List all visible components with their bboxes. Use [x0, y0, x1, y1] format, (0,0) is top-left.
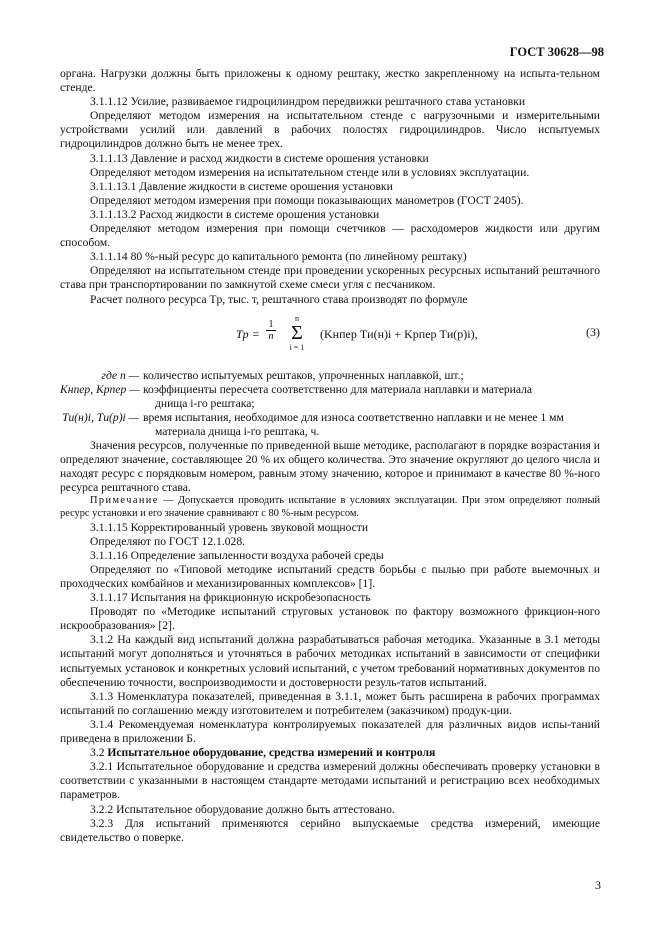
- legend-desc-continuation: днища i-го рештака;: [155, 396, 255, 410]
- paragraph: 3.1.2 На каждый вид испытаний должна разрабатываться рабочая методика. Указанные в 3.1 методы испытаний могут дополняться и уточняться в рабочих методиках испытаний в зависимости от специфики испытуемых установок и конкретных условий испытаний, с учетом требований нормативных документов по обеспечению точности, воспроизводимости и достоверности резуль-татов испытаний.: [60, 633, 600, 689]
- fraction-denominator: n: [266, 330, 276, 342]
- paragraph: Определяют методом измерения на испытательном стенде или в условиях эксплуатации.: [90, 165, 530, 179]
- note-text: — Допускается проводить испытание в условиях эксплуатации. При этом определяют полный ресурс установки и его значение сравнивают с 80 %-ным ресурсом.: [60, 495, 600, 520]
- equation-number: (3): [586, 324, 600, 339]
- formula-lhs: Tр =: [236, 326, 260, 341]
- legend-desc-text: количество испытуемых рештаков, упрочненных наплавкой, шт.;: [143, 368, 464, 382]
- note: [60, 495, 600, 520]
- paragraph: Расчет полного ресурса Tр, тыс. т, рештачного става производят по формуле: [90, 292, 468, 306]
- formula-legend-row: [60, 383, 600, 411]
- formula-legend-row: [60, 369, 600, 383]
- legend-description: [143, 369, 600, 383]
- sigma-symbol: Σ: [291, 321, 303, 344]
- formula-legend-row: [60, 411, 600, 439]
- standard-code-header: ГОСТ 30628—98: [509, 45, 604, 59]
- document-body: [60, 67, 600, 845]
- legend-description: [143, 383, 600, 411]
- section-heading: 3.1.1.13 Давление и расход жидкости в системе орошения установки: [90, 151, 429, 165]
- section-heading: 3.1.1.12 Усилие, развиваемое гидроцилиндром передвижки рештачного става установки: [90, 95, 526, 109]
- legend-description: [143, 411, 600, 439]
- section-heading: 3.1.1.13.1 Давление жидкости в системе орошения установки: [90, 179, 393, 193]
- legend-desc-continuation: материала днища i-го рештака, ч.: [155, 424, 320, 438]
- section-heading: 3.1.1.13.2 Расход жидкости в системе орошения установки: [90, 207, 380, 221]
- paragraph: 3.1.4 Рекомендуемая номенклатура контролируемых показателей для различных видов испы-таний приведена в приложении Б.: [60, 717, 600, 746]
- section-heading: [60, 746, 600, 760]
- formula-fraction: [266, 319, 276, 342]
- paragraph: Определяют методом измерения на испытательном стенде с нагрузочными и измерительными устройствами усилий или давлений в рабочих полостях гидроцилиндров. Число испытуемых гидроцилиндров должно быть не менее трех.: [60, 109, 600, 151]
- legend-desc-text: время испытания, необходимое для износа соответственно наплавки и не менее 1 мм: [143, 410, 564, 424]
- paragraph: органа. Нагрузки должны быть приложены к одному рештаку, жестко закрепленному на испыта-тельном стенде.: [60, 67, 600, 95]
- resource-formula: [60, 311, 600, 363]
- page-number: 3: [595, 878, 601, 892]
- section-title: Испытательное оборудование, средства измерений и контроля: [107, 746, 436, 760]
- section-heading: 3.1.1.15 Корректированный уровень звуковой мощности: [90, 520, 369, 534]
- paragraph: 3.2.2 Испытательное оборудование должно быть аттестовано.: [90, 802, 395, 816]
- paragraph: 3.1.3 Номенклатура показателей, приведенная в 3.1.1, может быть расширена в рабочих программах испытаний по соглашению между изготовителем и потребителем (заказчиком) продук-ции.: [60, 689, 600, 717]
- paragraph: 3.2.1 Испытательное оборудование и средства измерений должны обеспечивать проверку установки в соответствии с указанными в настоящем стандарте методами испытаний и регистрацию всех необходимых параметров.: [60, 760, 600, 802]
- paragraph: Значения ресурсов, полученные по приведенной выше методике, располагают в порядке возрастания и определяют значение, составляющее 20 % их общего количества. Это значение округляют до целого числа и находят ресурс с порядковым номером, равным этому значению, которое и принимают в качестве 80 %-ного ресурса рештачного става.: [60, 439, 600, 495]
- section-heading: 3.1.1.16 Определение запыленности воздуха рабочей среды: [90, 548, 384, 562]
- paragraph: Определяют методом измерения при помощи счетчиков — расходомеров жидкости или другим способом.: [60, 222, 600, 250]
- sum-lower-limit: i = 1: [289, 342, 305, 352]
- paragraph: Определяют по ГОСТ 12.1.028.: [90, 534, 246, 548]
- paragraph: 3.2.3 Для испытаний применяются серийно выпускаемые средства измерений, имеющие свидетельство о поверке.: [60, 816, 600, 844]
- paragraph: Определяют на испытательном стенде при проведении ускоренных ресурсных испытаний рештачного става при транспортировании по замкнутой схеме смеси угля с песчаником.: [60, 264, 600, 292]
- sum-upper-limit: n: [295, 313, 299, 323]
- note-label: Примечание: [90, 495, 159, 507]
- summation: [286, 315, 308, 352]
- section-heading: 3.1.1.17 Испытания на фрикционную искробезопасность: [90, 591, 371, 605]
- legend-desc-text: коэффициенты пересчета соответственно для материала наплавки и материала: [143, 382, 533, 396]
- legend-term: где n —: [101, 368, 139, 382]
- paragraph: Определяют по «Типовой методике испытаний средств борьбы с пылью при работе выемочных и проходческих комбайнов и механизированных комплексов» [1].: [60, 562, 600, 590]
- paragraph: Определяют методом измерения при помощи показывающих манометров (ГОСТ 2405).: [90, 193, 524, 207]
- paragraph: Проводят по «Методике испытаний струговых установок по фактору возможного фрикцион-ного искрообразования» [2].: [60, 605, 600, 633]
- legend-term: Tи(н)i, Tи(р)i —: [62, 410, 139, 424]
- formula-body: (Kнпер Tи(н)i + Kрпер Tи(р)i),: [320, 326, 478, 341]
- section-heading: 3.1.1.14 80 %-ный ресурс до капитального ремонта (по линейному рештаку): [90, 250, 467, 264]
- section-number: 3.2: [90, 746, 108, 760]
- legend-term: Kнпер, Kрпер —: [60, 382, 140, 396]
- fraction-numerator: 1: [268, 318, 274, 330]
